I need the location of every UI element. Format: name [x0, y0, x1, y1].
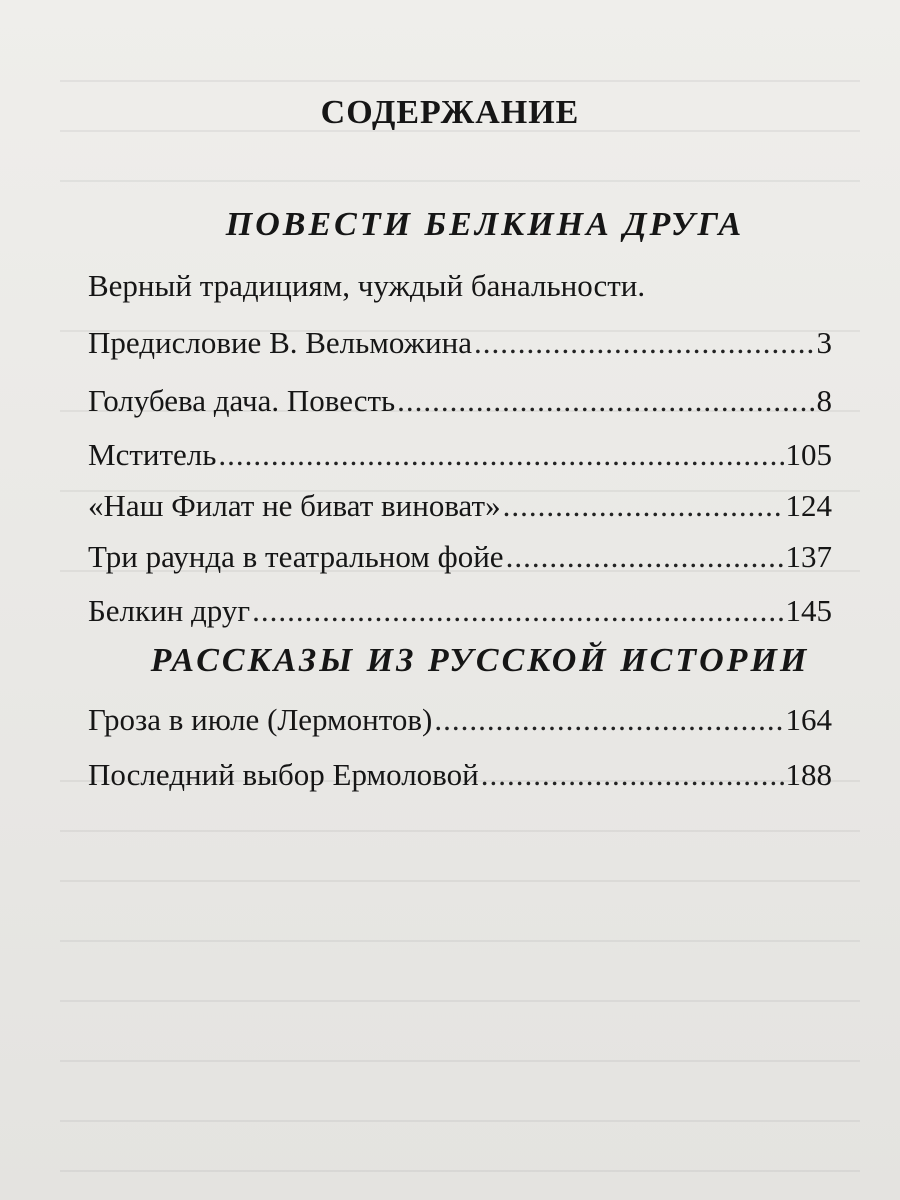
leader-dots	[397, 383, 814, 419]
toc-entry[interactable]	[88, 539, 832, 575]
toc-entry-page: 8	[816, 383, 832, 418]
toc-entry-page: 137	[785, 539, 832, 574]
show-through-line	[60, 1060, 860, 1062]
toc-entry[interactable]	[88, 702, 832, 738]
show-through-line	[60, 80, 860, 82]
contents-title: СОДЕРЖАНИЕ	[320, 94, 580, 131]
show-through-line	[60, 1120, 860, 1122]
toc-entry-title: «Наш Филат не биват виноват»	[88, 488, 501, 523]
leader-dots	[503, 488, 784, 524]
show-through-line	[60, 1170, 860, 1172]
toc-entry-title: Мститель	[88, 437, 217, 472]
section-title-belkin: ПОВЕСТИ БЕЛКИНА ДРУГА	[225, 206, 745, 243]
toc-entry[interactable]	[88, 383, 832, 419]
toc-entry-title: Последний выбор Ермоловой	[88, 757, 479, 792]
section-subtitle: Верный традициям, чуждый банальности.	[88, 268, 646, 303]
show-through-line	[60, 880, 860, 882]
toc-entry[interactable]	[88, 757, 832, 793]
leader-dots	[434, 702, 783, 738]
toc-entry-page: 105	[785, 437, 832, 472]
toc-entry[interactable]	[88, 488, 832, 524]
leader-dots	[218, 437, 783, 473]
leader-dots	[252, 593, 783, 629]
leader-dots	[506, 539, 784, 575]
toc-entry[interactable]	[88, 593, 832, 629]
toc-entry-page: 145	[785, 593, 832, 628]
show-through-line	[60, 830, 860, 832]
toc-entry-title: Голубева дача. Повесть	[88, 383, 396, 418]
show-through-line	[60, 180, 860, 182]
show-through-line	[60, 940, 860, 942]
toc-entry-page: 3	[816, 325, 832, 360]
toc-entry-page: 188	[785, 757, 832, 792]
toc-entry[interactable]	[88, 325, 832, 361]
leader-dots	[474, 325, 815, 361]
section-title-russian-history: РАССКАЗЫ ИЗ РУССКОЙ ИСТОРИИ	[150, 642, 810, 679]
toc-entry-title: Три раунда в театральном фойе	[88, 539, 504, 574]
toc-entry-page: 164	[785, 702, 832, 737]
toc-entry-title: Гроза в июле (Лермонтов)	[88, 702, 433, 737]
toc-entry-title: Белкин друг	[88, 593, 251, 628]
toc-entry-page: 124	[785, 488, 832, 523]
toc-entry[interactable]	[88, 437, 832, 473]
show-through-line	[60, 1000, 860, 1002]
toc-entry-title: Предисловие В. Вельможина	[88, 325, 472, 360]
leader-dots	[481, 757, 784, 793]
